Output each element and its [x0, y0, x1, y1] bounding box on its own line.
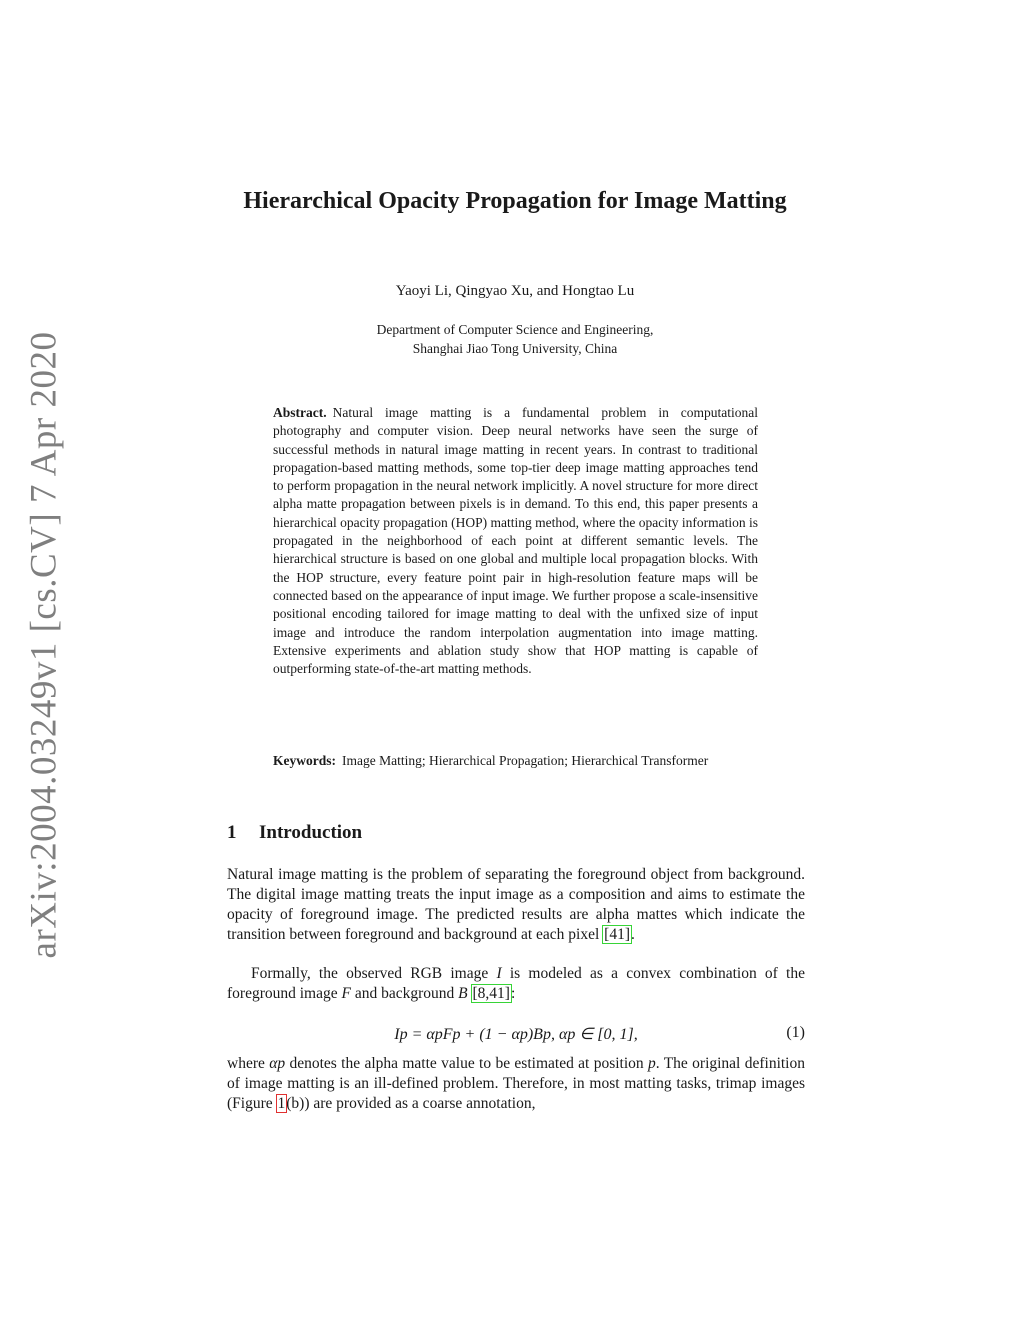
- equation-number: (1): [786, 1024, 805, 1041]
- keywords-label: Keywords:: [273, 753, 336, 768]
- math-variable: I: [496, 965, 502, 982]
- paragraph-text: and background: [350, 985, 459, 1002]
- abstract: [273, 404, 758, 678]
- paragraph-text: denotes the alpha matte value to be estimated at position: [285, 1055, 649, 1072]
- section-heading: [227, 822, 362, 844]
- citation-link[interactable]: [41]: [604, 926, 630, 943]
- paragraph-text: .: [631, 926, 635, 943]
- paragraph-text: Formally, the observed RGB image: [251, 965, 497, 982]
- equation-1: [227, 1024, 805, 1046]
- keywords: [273, 752, 773, 770]
- affiliation: [240, 320, 790, 358]
- affiliation-line-1: Department of Computer Science and Engineering,: [376, 322, 654, 337]
- paragraph-text: . The original definition of image matting is an ill-defined problem. Therefore, in most matting tasks, trimap images (Figure: [227, 1055, 805, 1112]
- math-variable: p: [648, 1055, 656, 1072]
- affiliation-line-2: Shanghai Jiao Tong University, China: [412, 341, 618, 356]
- intro-paragraph-2: [227, 964, 805, 1004]
- section-title: Introduction: [259, 822, 363, 843]
- figure-reference-link[interactable]: 1: [277, 1095, 286, 1112]
- paper-title: Hierarchical Opacity Propagation for Image Matting: [243, 188, 787, 214]
- intro-paragraph-1: [227, 865, 805, 945]
- paragraph-text: [468, 985, 472, 1002]
- keywords-text: Image Matting; Hierarchical Propagation; Hierarchical Transformer: [342, 753, 709, 768]
- abstract-label: Abstract.: [273, 405, 327, 420]
- equation-body: Ip = αpFp + (1 − αp)Bp, αp ∈ [0, 1],: [394, 1026, 638, 1043]
- section-number: 1: [227, 822, 237, 843]
- citation-link[interactable]: [8,41]: [472, 985, 510, 1002]
- paragraph-text: Natural image matting is the problem of separating the foreground object from background. The digital image matting treats the input image as a composition and aims to estimate the opacity of foreground image. The predicted results are alpha mattes which indicate the transition between foreground and background at each pixel: [227, 866, 805, 943]
- paragraph-text: :: [510, 985, 516, 1002]
- paragraph-text: where: [227, 1055, 270, 1072]
- arxiv-identifier: arXiv:2004.03249v1 [cs.CV] 7 Apr 2020: [23, 331, 65, 959]
- paragraph-text: (b)) are provided as a coarse annotation,: [286, 1095, 536, 1112]
- intro-paragraph-3: [227, 1054, 805, 1114]
- math-variable: F: [341, 985, 351, 1002]
- paragraph-text: is modeled as a convex combination of the foreground image: [227, 965, 805, 1002]
- author-list: Yaoyi Li, Qingyao Xu, and Hongtao Lu: [395, 283, 635, 299]
- math-variable: B: [458, 985, 468, 1002]
- abstract-text: Natural image matting is a fundamental problem in computational photography and computer vision. Deep neural networks have seen the surge of successful methods in natural image matting in recent years. In contrast to traditional propagation-based matting methods, some top-tier deep image matting approaches tend to perform propagation in the neural network implicitly. A novel structure for more direct alpha matte propagation between pixels is in demand. To this end, this paper presents a hierarchical opacity propagation (HOP) matting method, where the opacity information is propagated in the neighborhood of each point at different semantic levels. The hierarchical structure is based on one global and multiple local propagation blocks. With the HOP structure, every feature point pair in high-resolution feature maps will be connected based on the appearance of input image. We further propose a scale-insensitive positional encoding tailored for image matting to deal with the unfixed size of input image and introduce the random interpolation augmentation into image matting. Extensive experiments and ablation study show that HOP matting is capable of outperforming state-of-the-art matting methods.: [273, 405, 758, 677]
- math-variable: αp: [269, 1055, 286, 1072]
